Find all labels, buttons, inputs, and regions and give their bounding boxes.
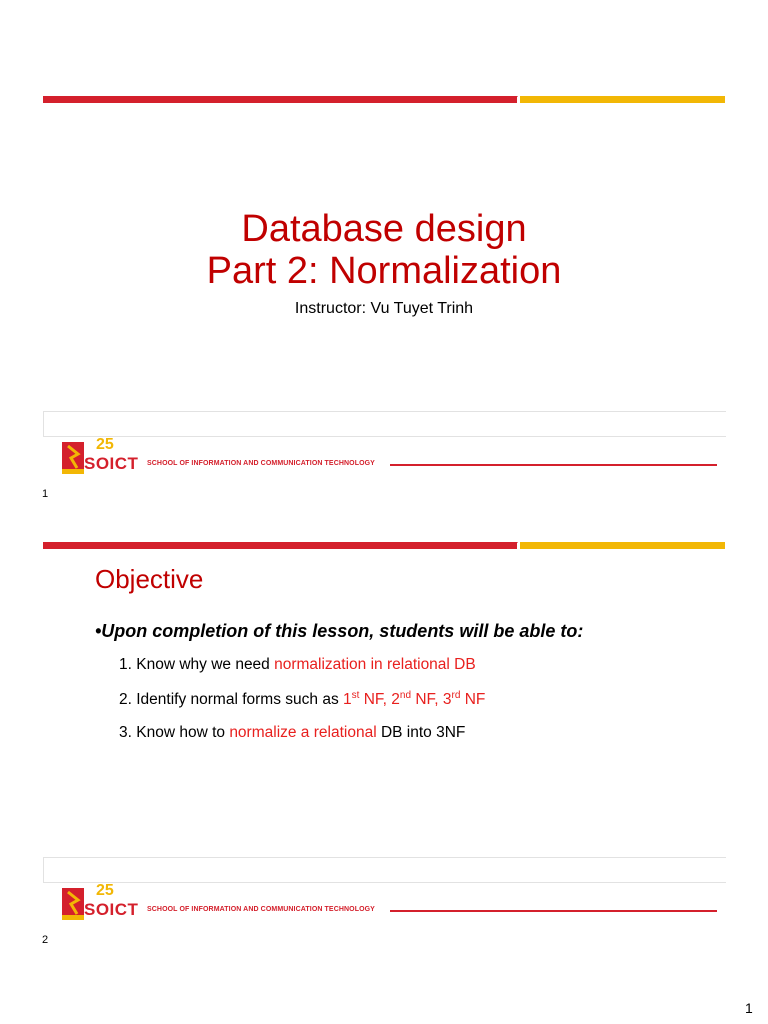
item-number: 2.: [119, 691, 132, 709]
item-number: 3.: [119, 724, 132, 741]
anniversary-number: 25: [96, 882, 114, 899]
item-text: Know how to: [136, 724, 230, 741]
item-highlight: normalize a relational: [229, 724, 377, 741]
slide1-title-line1: Database design: [241, 208, 527, 250]
slide2-top-bar-yellow: [520, 542, 725, 549]
university-logo-icon: [62, 888, 84, 920]
slide1-number: 1: [42, 488, 49, 500]
slide2-bullet: •Upon completion of this lesson, students will be able to:: [95, 621, 584, 641]
slide2-divider: [43, 857, 726, 883]
slide2-number: 2: [42, 934, 49, 946]
objective-item-2: [119, 690, 485, 709]
item-number: 1.: [119, 656, 132, 673]
soict-logo-text: SOICT: [84, 900, 139, 919]
objective-item-1: [119, 656, 476, 674]
university-logo-icon: [62, 442, 84, 474]
item-text: Know why we need: [136, 656, 275, 673]
anniversary-number: 25: [96, 436, 114, 453]
slide2-heading: Objective: [95, 564, 204, 594]
school-name: SCHOOL OF INFORMATION AND COMMUNICATION TECHNOLOGY: [147, 460, 375, 467]
slide1-top-bar-red: [43, 96, 517, 103]
item-text: Identify normal forms such as: [136, 691, 343, 709]
slide1-divider: [43, 411, 726, 437]
slide1-top-bar-slant: [512, 96, 518, 103]
item-text-post: DB into 3NF: [376, 724, 466, 741]
soict-logo-text: SOICT: [84, 454, 139, 473]
footer-line: [390, 464, 717, 466]
objective-item-3: [119, 724, 465, 742]
slide1-title-line2: Part 2: Normalization: [206, 250, 562, 292]
page-number: 1: [745, 1000, 753, 1016]
slide2-footer: [60, 882, 720, 922]
footer-line: [390, 910, 717, 912]
school-name: SCHOOL OF INFORMATION AND COMMUNICATION TECHNOLOGY: [147, 906, 375, 913]
slide2-top-bar-slant: [512, 542, 518, 549]
item-highlight: normalization in relational DB: [274, 656, 476, 673]
slide1-footer: [60, 436, 720, 476]
slide2-top-bar-red: [43, 542, 517, 549]
item-highlight: 1st NF, 2nd NF, 3rd NF: [343, 690, 486, 709]
slide1-instructor: Instructor: Vu Tuyet Trinh: [294, 300, 474, 317]
slide1-top-bar-yellow: [520, 96, 725, 103]
